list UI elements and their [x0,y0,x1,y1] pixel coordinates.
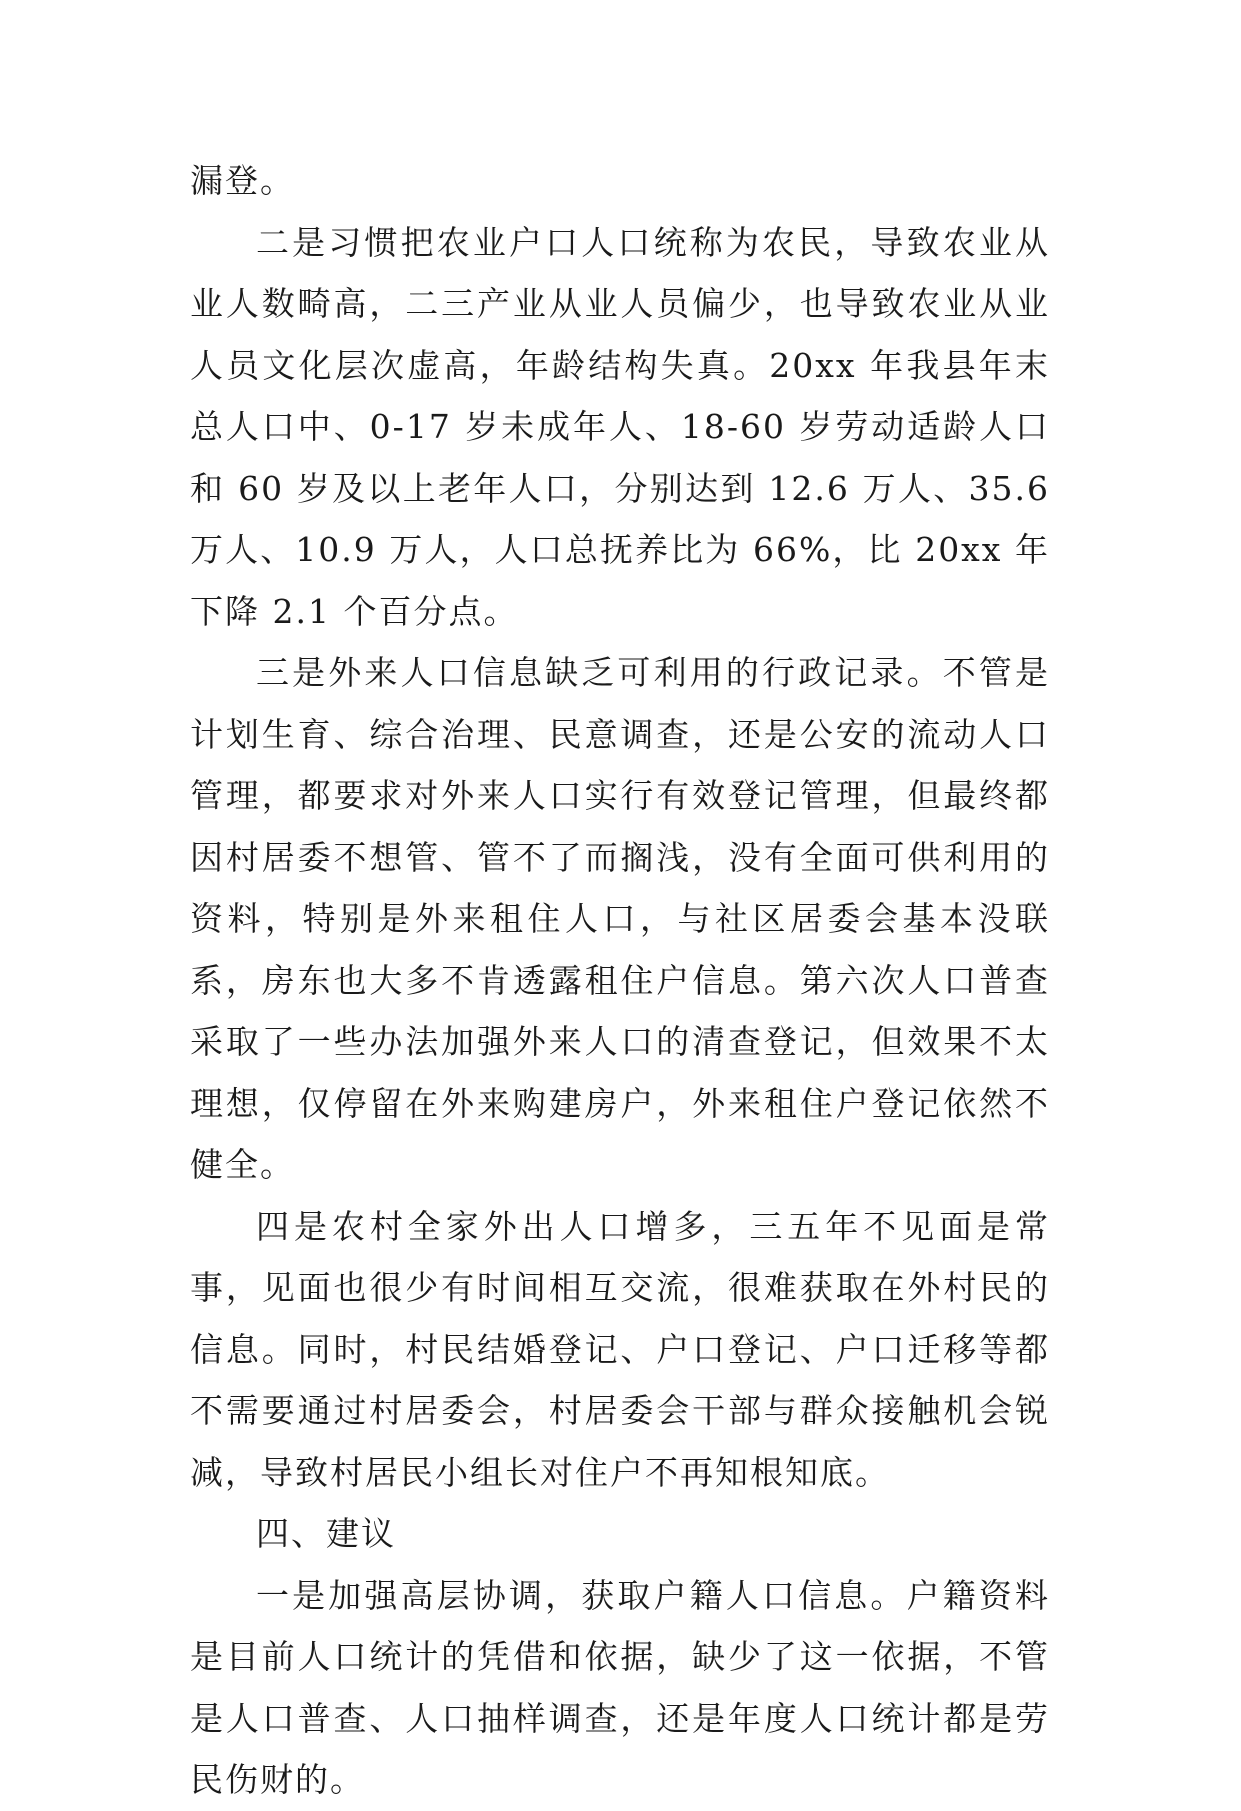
section-heading-suggestions: 四、建议 [256,1514,396,1553]
paragraph-point-four: 四是农村全家外出人口增多，三五年不见面是常事，见面也很少有时间相互交流，很难获取在外村民的信息。同时，村民结婚登记、户口登记、户口迁移等都不需要通过村居委会，村居委会干部与群众接触机会锐减，导致村居民小组长对住户不再知根知底。 [190,1206,1050,1492]
paragraph-point-three: 三是外来人口信息缺乏可利用的行政记录。不管是计划生育、综合治理、民意调查，还是公安的流动人口管理，都要求对外来人口实行有效登记管理，但最终都因村居委不想管、管不了而搁浅，没有全面可供利用的资料，特别是外来租住人口，与社区居委会基本没联系，房东也大多不肯透露租住户信息。第六次人口普查采取了一些办法加强外来人口的清查登记，但效果不太理想，仅停留在外来购建房户，外来租住户登记依然不健全。 [190,653,1050,1184]
paragraph-suggestion-one: 一是加强高层协调，获取户籍人口信息。户籍资料是目前人口统计的凭借和依据，缺少了这一依据，不管是人口普查、人口抽样调查，还是年度人口统计都是劳民伤财的。 [190,1575,1050,1799]
document-body [190,150,1050,1811]
paragraph-continuation: 漏登。 [190,161,295,200]
paragraph-point-two: 二是习惯把农业户口人口统称为农民，导致农业从业人数畸高，二三产业从业人员偏少，也导致农业从业人员文化层次虚高，年龄结构失真。20xx 年我县年末总人口中、0-17 岁未成年人、18-60 岁劳动适龄人口和 60 岁及以上老年人口，分别达到 12.6 万人、35.6 万人、10.9 万人，人口总抚养比为 66%，比 20xx 年下降 2.1 个百分点。 [190,222,1050,631]
